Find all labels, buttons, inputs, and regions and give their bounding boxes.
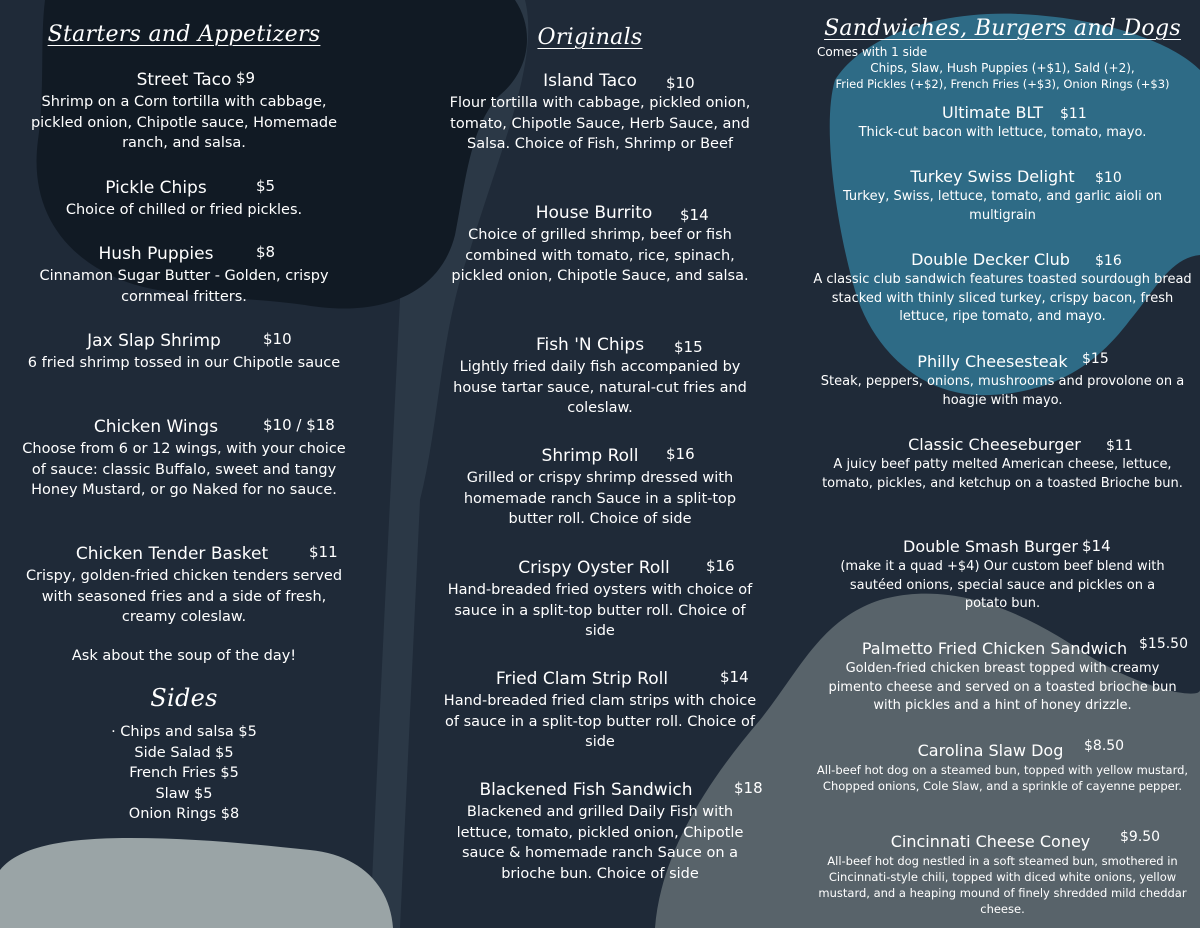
menu-item-pickle-chips <box>18 177 350 221</box>
item-description: Crispy, golden-fried chicken tenders served with seasoned fries and a side of fresh, creamy coleslaw. <box>25 568 343 625</box>
item-name: House Burrito <box>535 203 653 223</box>
item-description: Lightly fried daily fish accompanied by house tartar sauce, natural-cut fries and coleslaw. <box>453 359 747 416</box>
item-price: $16 <box>666 445 695 463</box>
item-description: Choose from 6 or 12 wings, with your choice of sauce: classic Buffalo, sweet and tangy Honey Mustard, or go Naked for no sauce. <box>22 441 346 498</box>
item-price: $5 <box>256 177 276 195</box>
item-description: Turkey, Swiss, lettuce, tomato, and garlic aioli on multigrain <box>842 189 1163 223</box>
side-item: French Fries $5 <box>129 765 239 781</box>
menu-item-carolina-slaw-dog <box>810 740 1195 794</box>
item-name: Double Decker Club <box>911 250 1070 269</box>
item-price: $16 <box>1095 253 1122 269</box>
item-description: 6 fried shrimp tossed in our Chipotle sauce <box>27 355 341 371</box>
side-note-line3: Fried Pickles (+$2), French Fries (+$3), Onion Rings (+$3) <box>835 77 1170 91</box>
item-price: $14 <box>720 668 749 686</box>
item-name: Philly Cheesesteak <box>917 352 1068 371</box>
sandwiches-heading: Sandwiches, Burgers and Dogs <box>824 16 1181 41</box>
item-name: Crispy Oyster Roll <box>518 558 670 578</box>
side-note-line1: Comes with 1 side <box>817 45 928 59</box>
item-name: Street Taco <box>136 70 232 90</box>
item-name: Turkey Swiss Delight <box>910 167 1075 186</box>
item-description: Hand-breaded fried oysters with choice of sauce in a split-top butter roll. Choice of side <box>447 582 753 639</box>
side-item: Slaw $5 <box>155 785 213 802</box>
item-price: $10 <box>666 74 695 92</box>
item-price: $9 <box>236 69 256 87</box>
menu-item-crispy-oyster-roll <box>440 557 760 642</box>
menu-item-classic-cheeseburger <box>810 434 1195 493</box>
item-description: Blackened and grilled Daily Fish with lettuce, tomato, pickled onion, Chipotle sauce & homemade ranch Sauce on a brioche bun. Choice of side <box>456 804 744 882</box>
item-description: A classic club sandwich features toasted sourdough bread stacked with thinly sliced turkey, crispy bacon, fresh lettuce, ripe tomato, and mayo. <box>813 272 1192 324</box>
soup-note: Ask about the soup of the day! <box>71 648 297 664</box>
item-name: Blackened Fish Sandwich <box>479 780 693 800</box>
menu-item-fried-clam-strip-roll <box>440 668 760 753</box>
item-description: Thick-cut bacon with lettuce, tomato, mayo. <box>858 125 1147 140</box>
item-description: Grilled or crispy shrimp dressed with homemade ranch Sauce in a split-top butter roll. Choice of side <box>463 470 737 527</box>
menu-item-double-decker-club <box>810 249 1195 327</box>
menu-item-fish-n-chips <box>440 334 760 419</box>
item-price: $11 <box>1106 438 1133 454</box>
item-price: $15.50 <box>1139 636 1188 652</box>
menu-item-palmetto-fried-chicken-sandwich <box>810 638 1195 716</box>
item-description: All-beef hot dog nestled in a soft steamed bun, smothered in Cincinnati-style chili, topped with diced white onions, yellow mustard, and a heaping mound of finely shredded mild cheddar cheese. <box>818 854 1187 916</box>
side-item: Side Salad $5 <box>134 744 234 761</box>
item-name: Chicken Wings <box>93 417 219 437</box>
menu-item-hush-puppies <box>18 243 350 307</box>
item-price: $8.50 <box>1084 738 1125 754</box>
item-name: Classic Cheeseburger <box>908 435 1081 454</box>
item-price: $11 <box>309 543 338 561</box>
item-description: Steak, peppers, onions, mushrooms and provolone on a hoagie with mayo. <box>820 374 1185 408</box>
item-description: All-beef hot dog on a steamed bun, topped with yellow mustard, Chopped onions, Cole Slaw, and a sprinkle of cayenne pepper. <box>816 763 1189 793</box>
menu-item-island-taco <box>440 70 760 155</box>
menu-item-philly-cheesesteak <box>810 351 1195 410</box>
menu-item-double-smash-burger <box>810 536 1195 614</box>
sides-list <box>18 722 350 825</box>
sides-heading: Sides <box>150 684 218 712</box>
item-price: $18 <box>734 779 763 797</box>
item-price: $15 <box>674 338 703 356</box>
item-name: Carolina Slaw Dog <box>917 741 1064 760</box>
item-name: Chicken Tender Basket <box>75 544 269 564</box>
item-name: Fried Clam Strip Roll <box>495 669 669 689</box>
item-name: Cincinnati Cheese Coney <box>890 832 1091 851</box>
item-price: $11 <box>1060 106 1087 122</box>
menu-item-ultimate-blt <box>810 102 1195 143</box>
item-price: $10 <box>263 330 292 348</box>
item-description: Golden-fried chicken breast topped with creamy pimento cheese and served on a toasted brioche bun with pickles and a hint of honey drizzle. <box>828 661 1177 713</box>
item-description: Choice of chilled or fried pickles. <box>65 202 303 218</box>
item-name: Palmetto Fried Chicken Sandwich <box>861 639 1128 658</box>
item-price: $9.50 <box>1120 829 1161 845</box>
side-note-line2: Chips, Slaw, Hush Puppies (+$1), Sald (+2), <box>870 61 1135 75</box>
item-description: Hand-breaded fried clam strips with choice of sauce in a split-top butter roll. Choice of side <box>443 693 757 750</box>
item-price: $14 <box>680 206 709 224</box>
item-price: $14 <box>1082 537 1111 555</box>
menu-item-house-burrito <box>440 202 760 287</box>
item-description: Cinnamon Sugar Butter - Golden, crispy cornmeal fritters. <box>39 268 329 305</box>
item-name: Shrimp Roll <box>541 446 639 466</box>
item-name: Pickle Chips <box>105 178 207 198</box>
menu-item-shrimp-roll <box>440 445 760 530</box>
menu-item-turkey-swiss-delight <box>810 166 1195 225</box>
item-description: (make it a quad +$4) Our custom beef blend with sautéed onions, special sauce and pickles on a potato bun. <box>840 559 1165 611</box>
item-price: $10 <box>1095 170 1122 186</box>
menu-item-chicken-wings <box>18 416 350 501</box>
item-name: Ultimate BLT <box>942 103 1043 122</box>
menu-item-street-taco <box>18 69 350 154</box>
side-item: · Chips and salsa $5 <box>111 724 257 740</box>
item-description: A juicy beef patty melted American cheese, lettuce, tomato, pickles, and ketchup on a toasted Brioche bun. <box>822 457 1183 491</box>
starters-heading: Starters and Appetizers <box>47 22 321 47</box>
menu-item-chicken-tender-basket <box>18 543 350 628</box>
item-name: Jax Slap Shrimp <box>87 331 221 351</box>
originals-heading: Originals <box>537 25 643 50</box>
item-description: Flour tortilla with cabbage, pickled onion, tomato, Chipotle Sauce, Herb Sauce, and Salsa. Choice of Fish, Shrimp or Beef <box>449 95 751 152</box>
item-price: $15 <box>1082 351 1109 367</box>
item-name: Hush Puppies <box>98 244 214 264</box>
item-description: Shrimp on a Corn tortilla with cabbage, pickled onion, Chipotle sauce, Homemade ranch, and salsa. <box>30 94 338 151</box>
item-name: Fish 'N Chips <box>535 335 645 355</box>
menu-item-blackened-fish-sandwich <box>440 779 763 884</box>
item-name: Double Smash Burger <box>903 537 1078 556</box>
item-price: $16 <box>706 557 735 575</box>
item-description: Choice of grilled shrimp, beef or fish combined with tomato, rice, spinach, pickled onion, Chipotle Sauce, and salsa. <box>451 227 749 284</box>
menu-item-cincinnati-cheese-coney <box>810 831 1195 917</box>
menu-item-jax-slap-shrimp <box>18 330 350 374</box>
item-price: $10 / $18 <box>263 416 335 434</box>
item-name: Island Taco <box>543 71 637 91</box>
side-item: Onion Rings $8 <box>128 806 240 822</box>
item-price: $8 <box>256 243 276 261</box>
